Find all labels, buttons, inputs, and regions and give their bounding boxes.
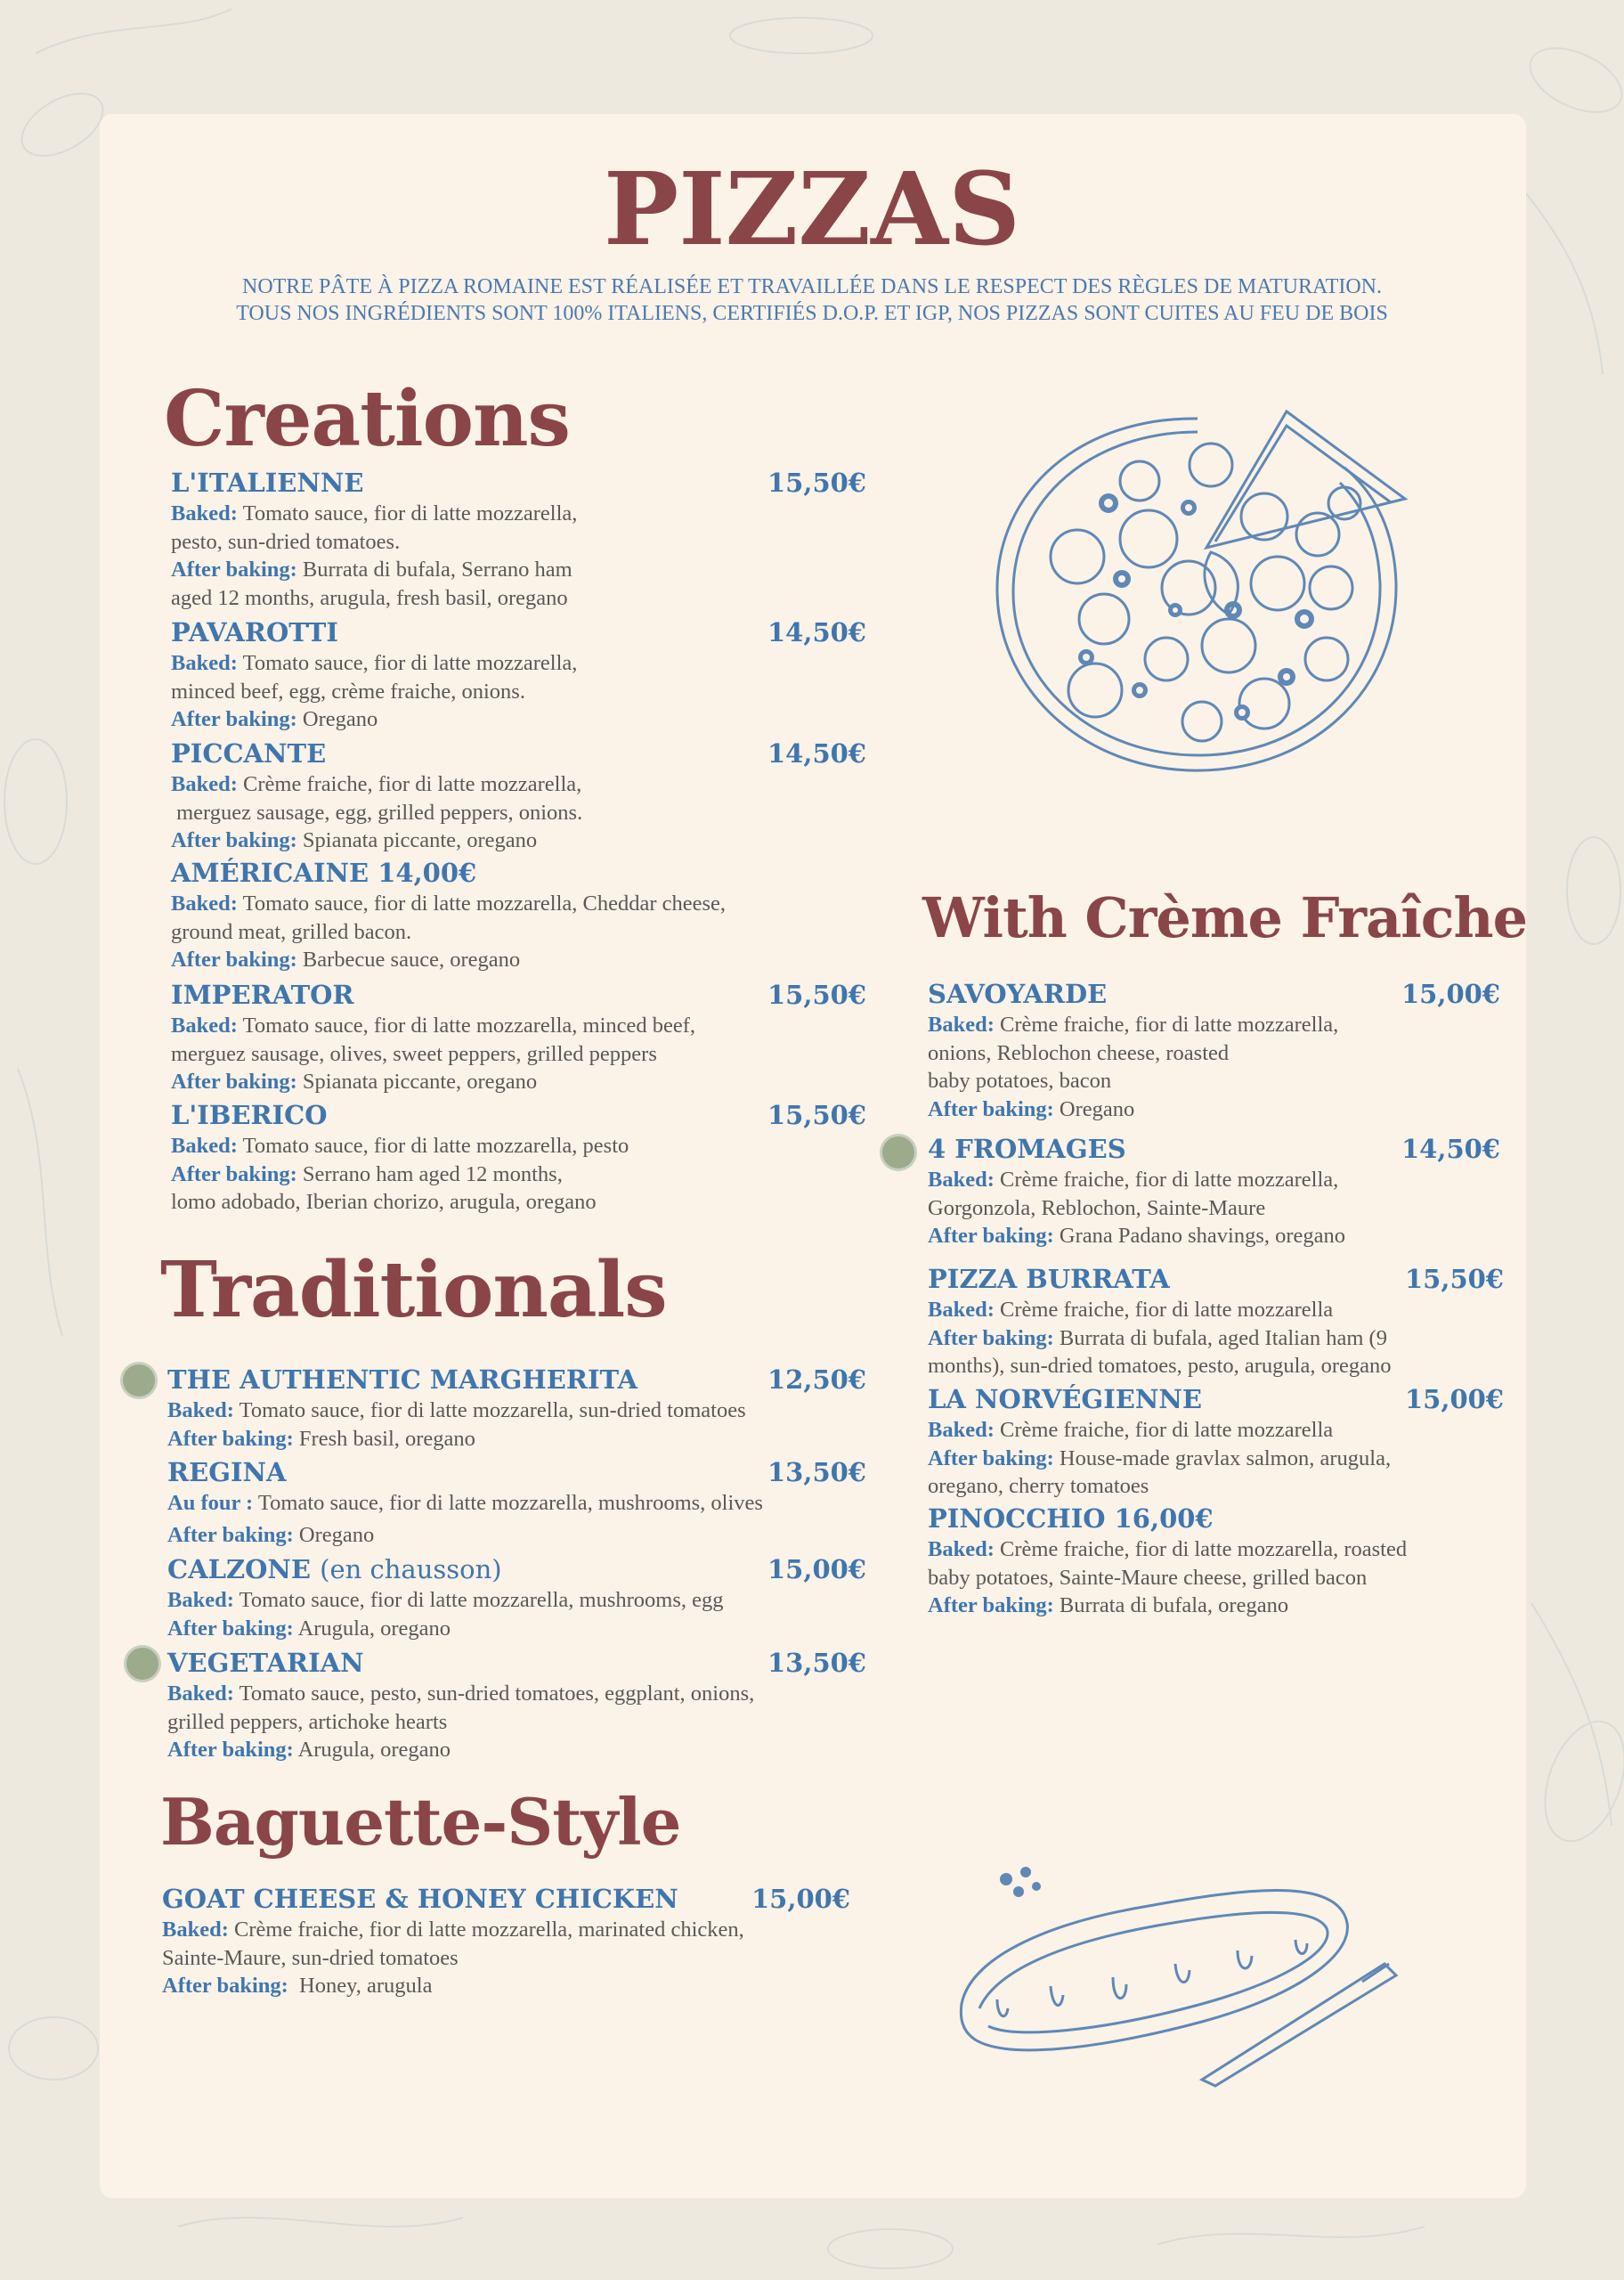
- item-price: 12,50€: [767, 1364, 866, 1395]
- item-ingredients: Serrano ham aged 12 months,: [302, 1161, 563, 1186]
- item-ingredients: Tomato sauce, fior di latte mozzarella, sun-dried tomatoes: [239, 1398, 746, 1422]
- item-ingredients: Oregano: [1059, 1096, 1135, 1121]
- item-ingredients: Oregano: [302, 707, 378, 731]
- menu-item-pizza-burrata: [928, 1264, 1504, 1380]
- after-baking-label: After baking:: [171, 1161, 297, 1186]
- item-name: CALZONE: [167, 1554, 312, 1584]
- item-ingredients: Arugula, oregano: [297, 1616, 451, 1641]
- after-baking-label: After baking:: [928, 1325, 1054, 1350]
- menu-item-margherita: [167, 1364, 866, 1453]
- baked-label: Baked:: [171, 651, 238, 675]
- baked-label: Baked:: [171, 892, 238, 916]
- baked-label: Baked:: [167, 1682, 234, 1706]
- baked-label: Baked:: [928, 1537, 995, 1561]
- item-ingredients: aged 12 months, arugula, fresh basil, oregano: [171, 585, 568, 610]
- item-ingredients: Crème fraiche, fior di latte mozzarella,: [1000, 1013, 1339, 1037]
- item-ingredients: Grana Padano shavings, oregano: [1059, 1224, 1346, 1248]
- baked-label: Au four :: [167, 1491, 254, 1515]
- menu-item-vegetarian: [167, 1648, 866, 1764]
- item-ingredients: Crème fraiche, fior di latte mozzarella,: [1000, 1168, 1339, 1192]
- vegetarian-leaf-icon: [123, 1364, 155, 1396]
- item-name: THE AUTHENTIC MARGHERITA: [167, 1364, 638, 1395]
- item-ingredients: Burrata di bufala, Serrano ham: [302, 558, 572, 582]
- after-baking-label: After baking:: [171, 707, 297, 731]
- item-name: AMÉRICAINE 14,00€: [171, 858, 477, 888]
- item-price: 15,00€: [1401, 979, 1500, 1009]
- item-ingredients: merguez sausage, olives, sweet peppers, grilled peppers: [171, 1041, 657, 1066]
- item-ingredients: House-made gravlax salmon, arugula,: [1059, 1445, 1392, 1470]
- item-ingredients: Crème fraiche, fior di latte mozzarella,: [243, 772, 582, 796]
- item-ingredients: baby potatoes, Sainte-Maure cheese, grilled bacon: [928, 1565, 1368, 1590]
- menu-item-litalienne: [171, 468, 866, 612]
- item-ingredients: Tomato sauce, fior di latte mozzarella, mushrooms, egg: [239, 1588, 724, 1612]
- item-ingredients: Crème fraiche, fior di latte mozzarella, roasted: [1000, 1537, 1408, 1561]
- item-name: L'IBERICO: [171, 1100, 328, 1130]
- menu-item-pinocchio: [928, 1503, 1407, 1620]
- vegetarian-leaf-icon: [126, 1648, 158, 1680]
- item-ingredients: Barbecue sauce, oregano: [302, 948, 521, 972]
- after-baking-label: After baking:: [171, 828, 297, 852]
- menu-item-calzone: [167, 1554, 866, 1642]
- baked-label: Baked:: [171, 1134, 238, 1158]
- section-title-creme-fraiche: With Crème Fraîche: [922, 885, 1528, 950]
- baked-label: Baked:: [171, 772, 238, 796]
- item-ingredients: Tomato sauce, fior di latte mozzarella,: [242, 501, 578, 525]
- menu-item-imperator: [171, 980, 866, 1096]
- after-baking-label: After baking:: [167, 1616, 294, 1641]
- item-price: 14,50€: [1401, 1134, 1500, 1164]
- item-ingredients: Honey, arugula: [293, 1974, 433, 1998]
- item-ingredients: Crème fraiche, fior di latte mozzarella, marinated chicken,: [234, 1918, 744, 1942]
- item-price: 15,50€: [767, 468, 866, 498]
- item-name: L'ITALIENNE: [171, 468, 364, 498]
- menu-item-pavarotti: [171, 617, 866, 734]
- item-ingredients: Tomato sauce, fior di latte mozzarella, minced beef,: [242, 1014, 696, 1038]
- item-ingredients: Burrata di bufala, aged Italian ham (9: [1059, 1325, 1387, 1350]
- baked-label: Baked:: [928, 1168, 995, 1192]
- item-ingredients: Tomato sauce, fior di latte mozzarella, pesto: [242, 1134, 629, 1158]
- item-price: 15,50€: [1405, 1264, 1504, 1294]
- after-baking-label: After baking:: [171, 1070, 297, 1094]
- item-name: LA NORVÉGIENNE: [928, 1384, 1202, 1414]
- item-ingredients: Tomato sauce, pesto, sun-dried tomatoes, eggplant, onions,: [239, 1682, 755, 1706]
- item-price: 14,50€: [767, 617, 866, 647]
- item-price: 15,50€: [767, 1100, 866, 1130]
- baked-label: Baked:: [928, 1013, 995, 1037]
- item-price: 15,00€: [751, 1884, 850, 1914]
- item-name: PAVAROTTI: [171, 617, 338, 647]
- item-ingredients: Sainte-Maure, sun-dried tomatoes: [162, 1945, 459, 1970]
- menu-item-la-norvegienne: [928, 1384, 1504, 1501]
- item-name: SAVOYARDE: [928, 979, 1108, 1009]
- item-name: REGINA: [167, 1457, 287, 1487]
- item-ingredients: Crème fraiche, fior di latte mozzarella: [1000, 1418, 1334, 1442]
- item-price: 15,00€: [767, 1554, 866, 1584]
- menu-item-regina: [167, 1457, 866, 1549]
- baked-label: Baked:: [171, 1014, 238, 1038]
- item-name: IMPERATOR: [171, 980, 354, 1010]
- vegetarian-leaf-icon: [882, 1136, 914, 1168]
- after-baking-label: After baking:: [167, 1522, 294, 1547]
- item-ingredients: Tomato sauce, fior di latte mozzarella, mushrooms, olives: [257, 1491, 763, 1515]
- item-ingredients: Oregano: [298, 1522, 375, 1547]
- item-ingredients: Crème fraiche, fior di latte mozzarella: [1000, 1298, 1334, 1322]
- baked-label: Baked:: [167, 1588, 234, 1612]
- item-ingredients: lomo adobado, Iberian chorizo, arugula, oregano: [171, 1190, 597, 1214]
- item-ingredients: Spianata piccante, oregano: [302, 828, 538, 852]
- baked-label: Baked:: [167, 1398, 234, 1422]
- menu-item-4-fromages: [928, 1134, 1500, 1250]
- item-price: 13,50€: [767, 1648, 866, 1678]
- baked-label: Baked:: [162, 1918, 229, 1942]
- item-name: PICCANTE: [171, 738, 327, 769]
- page-title: PIZZAS: [604, 151, 1020, 268]
- item-ingredients: grilled peppers, artichoke hearts: [167, 1709, 448, 1734]
- item-price: 13,50€: [767, 1457, 866, 1487]
- item-price: 15,00€: [1405, 1384, 1504, 1414]
- item-ingredients: ground meat, grilled bacon.: [171, 919, 412, 944]
- item-ingredients: minced beef, egg, crème fraiche, onions.: [171, 679, 525, 704]
- item-ingredients: Spianata piccante, oregano: [302, 1070, 538, 1094]
- section-title-traditionals: Traditionals: [160, 1245, 667, 1335]
- item-name: PIZZA BURRATA: [928, 1264, 1170, 1294]
- item-ingredients: oregano, cherry tomatoes: [928, 1474, 1149, 1498]
- after-baking-label: After baking:: [928, 1445, 1054, 1470]
- item-ingredients: onions, Reblochon cheese, roasted: [928, 1040, 1230, 1065]
- menu-item-americaine: [171, 858, 726, 974]
- item-name: 4 FROMAGES: [928, 1134, 1126, 1164]
- after-baking-label: After baking:: [167, 1738, 294, 1762]
- after-baking-label: After baking:: [928, 1096, 1054, 1121]
- menu-item-goat-cheese-honey-chicken: [162, 1884, 850, 2000]
- item-ingredients: merguez sausage, egg, grilled peppers, onions.: [171, 800, 583, 825]
- intro-line-2: TOUS NOS INGRÉDIENTS SONT 100% ITALIENS, CERTIFIÉS D.O.P. ET IGP, NOS PIZZAS SONT CUITES AU FEU DE BOIS: [236, 302, 1388, 325]
- baguette-pizza-sketch-icon: [944, 1852, 1416, 2093]
- menu-item-piccante: [171, 738, 866, 855]
- item-ingredients: baby potatoes, bacon: [928, 1069, 1112, 1093]
- after-baking-label: After baking:: [171, 558, 297, 582]
- section-title-baguette-style: Baguette-Style: [160, 1784, 681, 1860]
- item-price: 14,50€: [767, 738, 866, 769]
- item-ingredients: Gorgonzola, Reblochon, Sainte-Maure: [928, 1195, 1266, 1220]
- baked-label: Baked:: [928, 1298, 995, 1322]
- item-ingredients: months), sun-dried tomatoes, pesto, arugula, oregano: [928, 1354, 1392, 1378]
- menu-item-savoyarde: [928, 979, 1500, 1123]
- baked-label: Baked:: [928, 1418, 995, 1442]
- after-baking-label: After baking:: [167, 1426, 294, 1451]
- item-name: GOAT CHEESE & HONEY CHICKEN: [162, 1884, 678, 1914]
- item-ingredients: Tomato sauce, fior di latte mozzarella,: [242, 651, 578, 675]
- pizza-sketch-icon: [979, 392, 1416, 793]
- item-ingredients: Arugula, oregano: [297, 1738, 451, 1762]
- section-title-creations: Creations: [164, 374, 570, 464]
- after-baking-label: After baking:: [162, 1974, 288, 1998]
- item-name: VEGETARIAN: [167, 1648, 364, 1678]
- item-name-suffix: (en chausson): [320, 1554, 502, 1584]
- item-ingredients: Burrata di bufala, oregano: [1059, 1593, 1289, 1617]
- item-ingredients: Fresh basil, oregano: [298, 1426, 475, 1451]
- after-baking-label: After baking:: [928, 1593, 1054, 1617]
- item-ingredients: pesto, sun-dried tomatoes.: [171, 529, 401, 554]
- intro-line-1: NOTRE PÂTE À PIZZA ROMAINE EST RÉALISÉE ET TRAVAILLÉE DANS LE RESPECT DES RÈGLES DE MATURATION.: [241, 275, 1383, 298]
- after-baking-label: After baking:: [928, 1224, 1054, 1248]
- menu-item-liberico: [171, 1100, 866, 1217]
- item-ingredients: Tomato sauce, fior di latte mozzarella, Cheddar cheese,: [242, 892, 727, 916]
- baked-label: Baked:: [171, 501, 238, 525]
- item-price: 15,50€: [767, 980, 866, 1010]
- after-baking-label: After baking:: [171, 948, 297, 972]
- item-name: PINOCCHIO 16,00€: [928, 1503, 1214, 1534]
